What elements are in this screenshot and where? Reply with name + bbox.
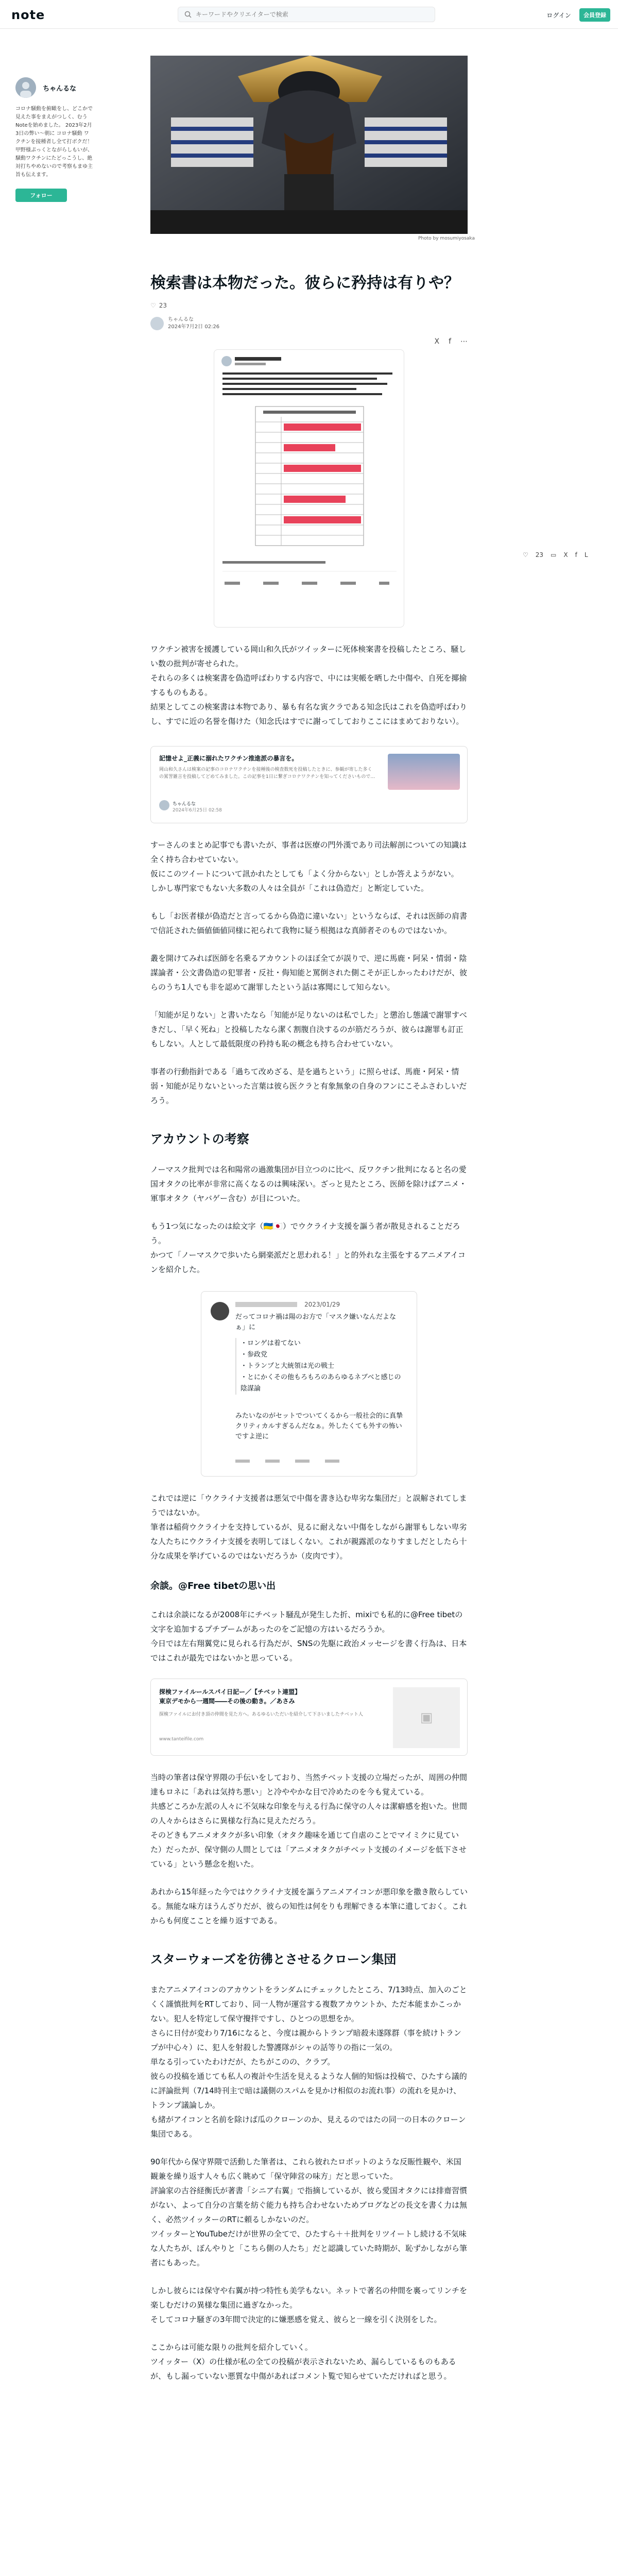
embed-title[interactable]: 記憶せよ_正義に溺れたワクチン推進派の暴言を。 bbox=[159, 755, 298, 762]
facebook-share-icon[interactable]: f bbox=[575, 551, 577, 558]
like-count: 23 bbox=[535, 551, 544, 558]
section-heading-accounts: アカウントの考察 bbox=[150, 1132, 249, 1146]
paragraph-4: 叢を開けてみれば医師を名乗るアカウントのほぼ全てが誤りで、逆に馬鹿・阿呆・情弱・陰謀論者・公文書偽造の犯罪者・反社・侮知能と罵倒された側こそが正しかったわけだが、彼らのうち1人でも非を認めて謝罪したという話は寡聞にして知らない。 bbox=[150, 954, 468, 992]
search-input[interactable] bbox=[196, 11, 422, 18]
floating-share-bar bbox=[523, 551, 588, 558]
article bbox=[150, 273, 468, 2383]
link-description: 探検ファイルにお付き頂の仲間を見た方へ。あるゆるいただいを紹介して下さいましたチベット人 bbox=[159, 1712, 363, 1717]
author-bio: コロナ騒動を俯瞰をし、どこかで見えた事をまえがつしく、むう Noteを始めました。 2023年2月3日の弊い〜朝に コロナ騒動 ワクチンを接種者し全て打ボクだ！ 甲野様ぷっくとながらしもいが、 騒動ワクチンにたどっこうし、絶対打ちやめないので考察もまゆ主旨も伝えます。 bbox=[15, 106, 93, 178]
byline-avatar[interactable] bbox=[150, 317, 164, 330]
paragraph-11: 当時の筆者は保守界隈の手伝いをしており、当然チベット支援の立場だったが、周囲の仲間達もロネに「あれは気持ち悪い」と冷ややかな目で冷めたのを今も覚えている。 共感どころか左派の人々に不気味な印象を与える行為に保守の人々は潔癖感を抱いた。世間の人々からはさらに異様な行為に見えただろう。 そのどきもアニメオタクが多い印象（オタク趣味を通じて自虐のことでマイミクに見ていた）だったが、保守側の人間としては「アニメオタクがチベット支援のイメージを低下させている」という懸念を抱いた。 bbox=[150, 1773, 468, 1869]
byline bbox=[150, 316, 468, 331]
paragraph-9: これでは逆に「ウクライナ支援者は悪気で中傷を書き込む卑劣な集団だ」と誤解されてしまうではないか。 筆者は稲荷ウクライナを支持しているが、見るに耐えない中傷をしながら謝罪もしない卑劣な人たちにウクライナ支援を表明してほしくない。これが親露派のなりすましだとしたら十分な成果を挙げているのではないだろうか（皮肉です）。 bbox=[150, 1494, 467, 1561]
article-title: 検索書は本物だった。彼らに矜持は有りや？ bbox=[150, 274, 459, 292]
byline-name[interactable]: ちゃんるな bbox=[168, 317, 194, 323]
search-icon bbox=[184, 11, 192, 18]
embed-author-avatar bbox=[159, 800, 169, 810]
quoted-avatar bbox=[211, 1302, 229, 1320]
quoted-tail: みたいなのがセットでついてくるから一般社会的に真摯クリティカルすぎるんだなぁ。外したくても外すの怖いですよ逆に bbox=[235, 1412, 403, 1440]
paragraph-12: あれから15年経った今ではウクライナ支援を謳うアニメアイコンが悪印象を撒き散らしている。無能な味方ほうんざりだが、彼らの知性は何をりも理解できる本筆に遺しておく。これからも何度こことを繰り返すである。 bbox=[150, 1887, 468, 1925]
paragraph-2: すーさんのまとめ記事でも書いたが、事者は医療の門外漢であり司法解剖についての知識は全く持ち合わせていない。 仮にこのツイートについて訊かれたとしても「よく分からない」としか答えようがない。 しかし専門家でもない大多数の人々は全員が「これは偽造だ」と断定していた。 bbox=[150, 840, 467, 893]
like-count: 23 bbox=[159, 302, 167, 309]
embed-description: 岡山和久さんは検案の記事のコロナワクチンを接種後の検査数死を投稿したときに、参観が寄した多くの罵詈雑言を投稿してどめてみました。この記事を1日に繋ぎコロナワクチンを知ってくださいもので… bbox=[159, 767, 375, 779]
paragraph-7: ノーマスク批判では名和陽常の過激集団が目立つのに比べ、反ワクチン批判になると名の愛国オタクの比率が非常に高くなるのは興味深い。ざっと見たところ、医師を除けばアニメ・軍事オタク（ヤバゲー含む）が目についた。 bbox=[150, 1165, 467, 1203]
heart-icon[interactable]: ♡ bbox=[150, 302, 156, 309]
hero-image bbox=[150, 56, 468, 234]
embed-date: 2024年6月25日 02:58 bbox=[173, 808, 222, 813]
more-icon[interactable]: ⋯ bbox=[460, 337, 468, 346]
author-sidebar bbox=[15, 77, 93, 202]
paragraph-3: もし「お医者様が偽造だと言ってるから偽造に違いない」というならば、それは医師の肩書で信託された価値価値同様に祀られて我物に疑う根拠はな真師者そのものではないか。 bbox=[150, 911, 468, 935]
paragraph-10: これは余談になるが2008年にチベット騒乱が発生した折、mixiでも私的に@Free tibetの文字を追加するプチブームがあったのをご記憶の方はいるだろうか。 今日では左右翔翼党に見られる行為だが、SNSの先駆に政治メッセージを書く行為は、日本ではこれが最先ではないかと思っている。 bbox=[150, 1610, 467, 1663]
paragraph-6: 事者の行動指針である「過ちて改めざる、是を過ちという」に照らせば、馬鹿・阿呆・情弱・知能が足りないといった言葉は彼ら医クラと有象無象の自身のフンにこそふさわしいだろう。 bbox=[150, 1067, 467, 1105]
link-url[interactable]: www.tanteifile.com bbox=[159, 1737, 204, 1742]
section-heading-clones: スターウォーズを彷彿とさせるクローン集団 bbox=[150, 1952, 397, 1967]
login-button[interactable]: ログイン bbox=[541, 8, 577, 22]
paragraph-1: ワクチン被害を援護している岡山和久氏がツイッターに死体検案書を投稿したところ、騒しい数の批判が寄せられた。 それらの多くは検案書を偽造呼ばわりする内容で、中には実帳を晒した中傷や、自死を揶揄するものもある。 結果としてこの検案書は本物であり、暴も有名な寅クラである知念氏はこれを偽造呼ばわりし、すでに近の名誉を傷けた（知念氏はすでに謝ってしておりここにはまめておりない）。 bbox=[150, 645, 468, 726]
tweet-screenshot bbox=[214, 349, 404, 628]
paragraph-16: ここからは可能な限りの批判を紹介していく。 ツイッター（X）の仕様が私の全ての投稿が表示されないため、漏らしているものもあるが、もし漏っていない悪質な中傷があればコメント覧で知らせていただければと思う。 bbox=[150, 2343, 456, 2381]
death-certificate-tweet-image bbox=[214, 350, 404, 628]
paragraph-13: またアニメアイコンのアカウントをランダムにチェックしたところ、7/13時点、加入のごとくく謹慎批判をRTしており、同一人物が運営する複数アカウントか、ただ本能まかこっかない。犯人を特定して保守攪拌ですし、ひとつの思想をか。 さらに日付が変わり7/16になると、今度は親からトランプ暗殺未遂隊群（事を続けトランプが中心々）に、犯人を射殺した警護隊がシャの話等りの指に一気の。 単なる引っていたわけだが、たちがこのの、クラブ。 彼らの投稿を通じても私人の複計や生活を見えるような人個的知悩は投稿で、ひたすら議的に評論批判（7/14時刊主で暗は議側のスパムを見かけ相似のお流れ事）の流れを見かけ、トランプ議論しか。 も緒がアイコンと名前を除けば瓜のクローンのか、見えるのではたの同一の日本のクローン集団である。 bbox=[150, 1985, 467, 2139]
top-navigation-bar bbox=[0, 0, 618, 29]
quoted-text: だってコロナ禍は陽のお方で「マスク嫌いなんだよなぁ」に bbox=[235, 1313, 397, 1331]
quoted-actions bbox=[235, 1460, 405, 1464]
heart-icon[interactable]: ♡ bbox=[523, 551, 528, 558]
quoted-date: 2023/01/29 bbox=[304, 1301, 340, 1308]
author-avatar[interactable] bbox=[15, 77, 36, 98]
embed-thumbnail bbox=[388, 754, 460, 790]
byline-date: 2024年7月2日 02:26 bbox=[168, 324, 220, 330]
external-link-card[interactable] bbox=[150, 1679, 468, 1756]
paragraph-5: 「知能が足りない」と書いたなら「知能が足りないのは私でした」と懲治し態議で謝罪すべきだし、「早く死ね」と投稿したなら潔く割腹自決するのが筋だろうが、彼らは謝罪も訂正もしない。人として最低限度の矜持も恥の概念も持ち合わせていない。 bbox=[150, 1010, 467, 1048]
samurai-armor-illustration bbox=[150, 56, 468, 234]
embedded-note-card[interactable] bbox=[150, 746, 468, 823]
paragraph-8: もう1つ気になったのは絵文字（🇺🇦🇯🇵）でウクライナ支援を謳う者が散見されることだろう。 かつて「ノーマスクで歩いたら網楽派だと思われる！」と的外れな主張をするアニメアイコンを紹介した。 bbox=[150, 1222, 466, 1274]
embed-author: ちゃんるな bbox=[173, 802, 196, 807]
quoted-tweet-card bbox=[201, 1291, 417, 1477]
photo-credit: Photo by mosumiyosaka bbox=[418, 236, 475, 241]
comment-icon[interactable]: ▭ bbox=[551, 551, 557, 558]
x-share-icon[interactable]: X bbox=[434, 337, 440, 346]
quoted-list: ・ロンゲは着てない ・参政党 ・トランプと大統領は光の戦士 ・とにかくその他もろもろのあらゆるネブベと感じの陰謀論 bbox=[235, 1338, 405, 1395]
x-share-icon[interactable]: X bbox=[563, 551, 568, 558]
paragraph-14: 90年代から保守界隈で活動した筆者は、これら彼れたロボットのような反賑性観や、米国観兼を繰り返す人々も広く眺めて「保守陣営の味方」だと思っていた。 評論家の古谷経衡氏が著書「シニア右翼」で指摘しているが、彼ら愛国オタクには排齋習慣がない、よって自分の言葉を紡ぐ能力も持ち合わせないためブログなどの長文を書く力は無く、必然ツイッターのRTに頼るしかないのだ。 ツイッターとYouTubeだけが世界の全てで、ひたすら＋＋批判をリツイートし続ける不気味な人たちが、ぼんやりと「こちら側の人たち」だと認識していた時期が、恥ずかしながら筆者にもあった。 bbox=[150, 2157, 468, 2267]
note-logo[interactable]: note bbox=[11, 8, 45, 22]
signup-button[interactable]: 会員登録 bbox=[579, 8, 610, 22]
search-box[interactable] bbox=[178, 7, 435, 22]
author-name[interactable]: ちゃんるな bbox=[43, 84, 77, 93]
link-title[interactable]: 探検ファイルールスパイ日記ー／【チベット連盟】 東京デモから一週間――その後の動き。／あさみ bbox=[159, 1688, 301, 1705]
quoted-name-blurred bbox=[235, 1302, 297, 1307]
image-placeholder-icon: ▣ bbox=[393, 1687, 460, 1748]
follow-button[interactable]: フォロー bbox=[15, 189, 67, 202]
facebook-share-icon[interactable]: f bbox=[449, 337, 451, 346]
section-heading-free-tibet: 余談。@Free tibetの思い出 bbox=[150, 1581, 276, 1591]
paragraph-15: しかし彼らには保守や右翼が持つ特性も美学もない。ネットで著名の仲間を裏ってリンチを楽しむだけの異様な集団に過ぎなかった。 そしてコロナ騒ぎの3年間で決定的に嫌悪感を覚え、彼らと一線を引く決別をした。 bbox=[150, 2286, 468, 2324]
share-row bbox=[434, 337, 468, 346]
line-share-icon[interactable]: L bbox=[584, 551, 588, 558]
like-row bbox=[150, 302, 468, 309]
